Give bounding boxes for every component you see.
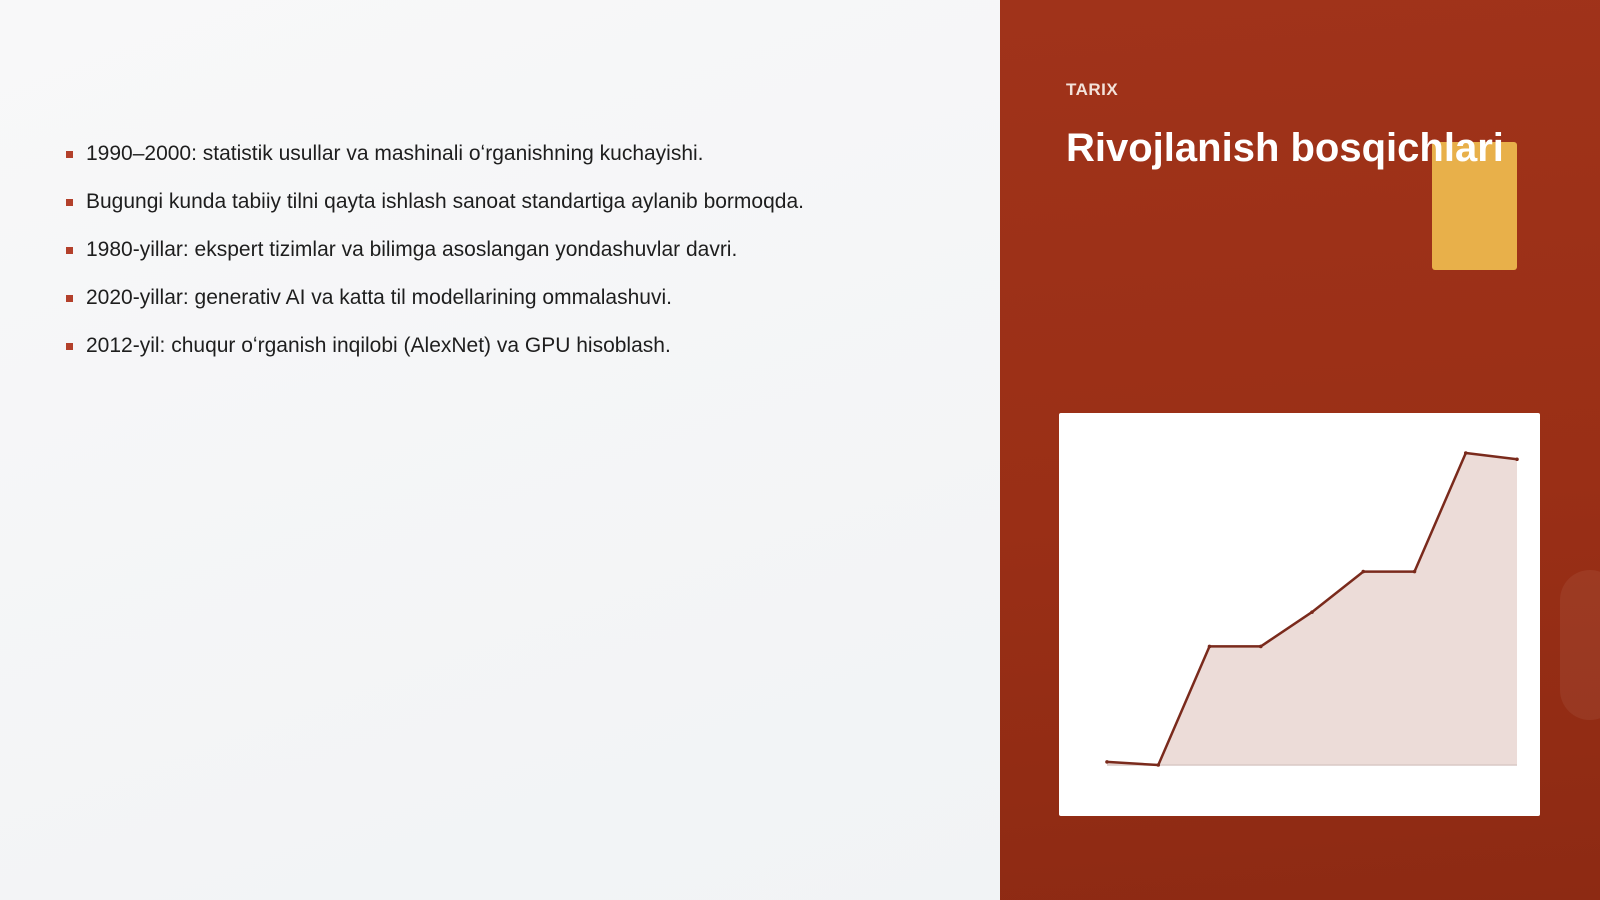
area-chart bbox=[1059, 413, 1540, 816]
data-point bbox=[1310, 610, 1314, 614]
data-point bbox=[1413, 570, 1417, 574]
bullet-square-icon bbox=[66, 343, 73, 350]
bullet-text: 1990–2000: statistik usullar va mashinali oʻrganishning kuchayishi. bbox=[86, 142, 704, 165]
bullet-text: 2020-yillar: generativ AI va katta til modellarining ommalashuvi. bbox=[86, 286, 672, 309]
decorative-shape bbox=[1560, 570, 1600, 720]
page-title: Rivojlanish bosqichlari bbox=[1066, 126, 1504, 170]
data-point bbox=[1105, 760, 1109, 764]
bullet-text: Bugungi kunda tabiiy tilni qayta ishlash sanoat standartiga aylanib bormoqda. bbox=[86, 190, 804, 213]
title-panel bbox=[1000, 0, 1600, 900]
bullet-text: 2012-yil: chuqur oʻrganish inqilobi (AlexNet) va GPU hisoblash. bbox=[86, 334, 671, 357]
bullet-list bbox=[66, 140, 804, 380]
list-item bbox=[66, 140, 804, 188]
chart-card bbox=[1059, 413, 1540, 816]
data-point bbox=[1259, 645, 1263, 649]
data-point bbox=[1515, 457, 1519, 461]
data-point bbox=[1208, 645, 1212, 649]
bullet-square-icon bbox=[66, 151, 73, 158]
bullet-square-icon bbox=[66, 199, 73, 206]
bullet-square-icon bbox=[66, 295, 73, 302]
area-fill bbox=[1107, 453, 1517, 765]
bullet-text: 1980-yillar: ekspert tizimlar va bilimga asoslangan yondashuvlar davri. bbox=[86, 238, 738, 261]
list-item bbox=[66, 236, 804, 284]
section-label: TARIX bbox=[1066, 80, 1119, 99]
data-point bbox=[1361, 570, 1365, 574]
list-item bbox=[66, 188, 804, 236]
data-point bbox=[1464, 451, 1468, 455]
data-point bbox=[1156, 763, 1160, 767]
bullet-square-icon bbox=[66, 247, 73, 254]
list-item bbox=[66, 332, 804, 380]
list-item bbox=[66, 284, 804, 332]
